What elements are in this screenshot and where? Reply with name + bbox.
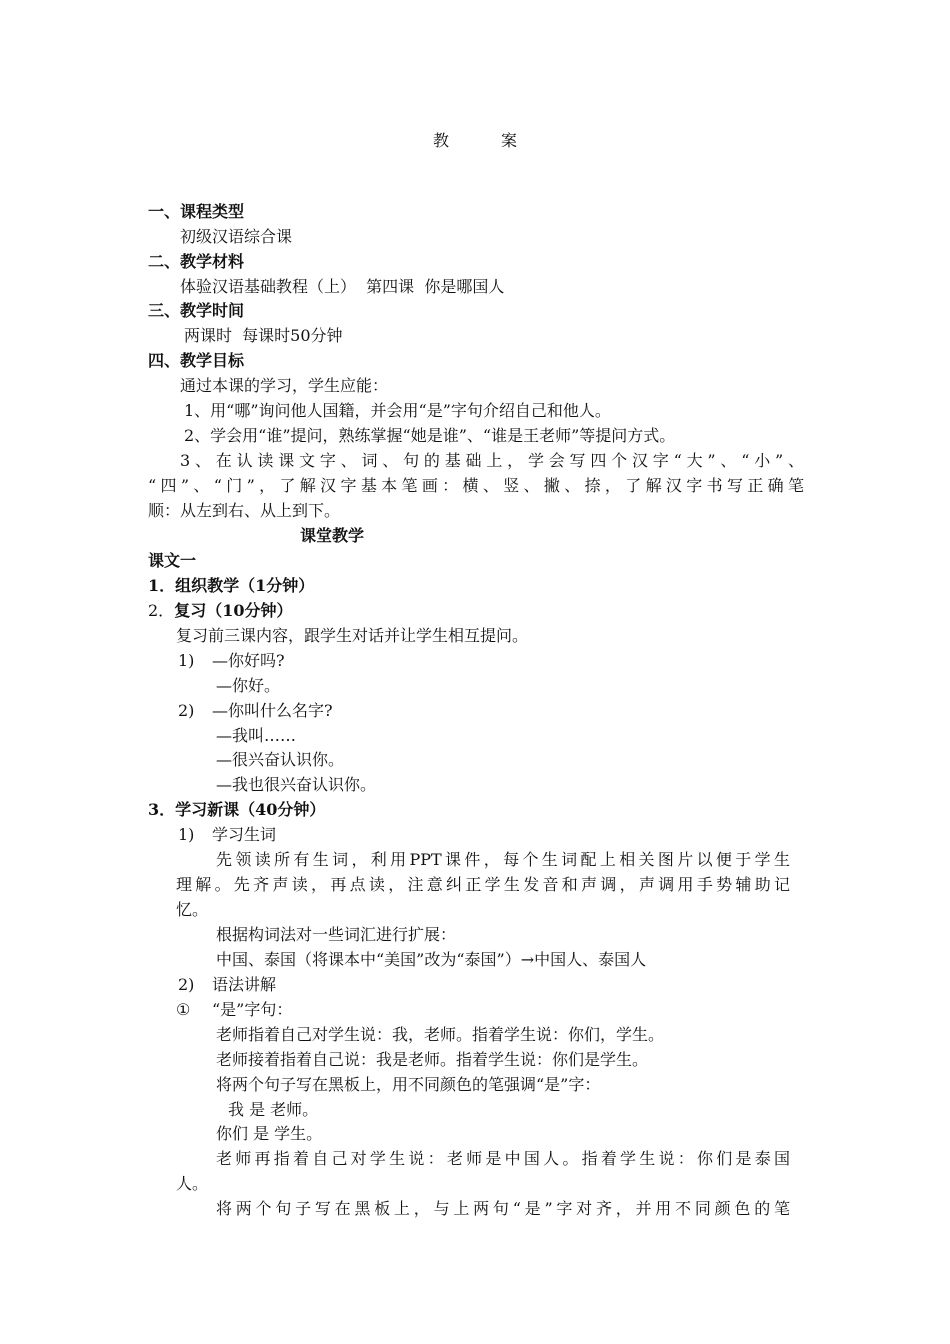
grammar-number: ①	[176, 1000, 191, 1019]
example-sentence: 我 是 老师。	[228, 1100, 319, 1119]
step-heading	[148, 601, 292, 621]
dialog-number: 1)	[178, 651, 195, 670]
section-body: 体验汉语基础教程（上） 第四课 你是哪国人	[180, 277, 505, 296]
goal-item: 2、学会用“谁”提问，熟练掌握“她是谁”、“谁是王老师”等提问方式。	[184, 426, 676, 445]
paragraph-cont: 人。	[176, 1174, 209, 1193]
dialog-line: —我也很兴奋认识你。	[216, 775, 377, 794]
dialog-line: —很兴奋认识你。	[216, 750, 345, 769]
title-char: 教	[432, 131, 449, 150]
goals-intro: 通过本课的学习，学生应能：	[180, 376, 389, 395]
dialog-line: —我叫……	[216, 726, 297, 745]
goal-item-cont: 顺：从左到右、从上到下。	[148, 501, 341, 520]
dialog-line: —你好吗?	[212, 651, 285, 670]
section-body: 初级汉语综合课	[180, 227, 293, 246]
sub-title: 语法讲解	[212, 975, 277, 994]
section-heading: 一、课程类型	[148, 202, 245, 221]
section-heading: 四、教学目标	[148, 351, 245, 370]
sub-title: 学习生词	[212, 825, 277, 844]
paragraph: 老师指着自己对学生说：我，老师。指着学生说：你们，学生。	[216, 1025, 665, 1044]
section-body: 两课时 每课时50分钟	[184, 326, 343, 345]
section-heading: 二、教学材料	[148, 252, 245, 271]
paragraph: 将两个句子写在黑板上，用不同颜色的笔强调“是”字：	[216, 1075, 601, 1094]
lesson-heading: 课文一	[148, 551, 197, 570]
step-heading: 3．学习新课（40分钟）	[148, 800, 326, 819]
doc-title	[0, 128, 950, 151]
title-char: 案	[501, 131, 518, 150]
step-desc: 复习前三课内容，跟学生对话并让学生相互提问。	[176, 626, 529, 645]
goal-item: 1、用“哪”询问他人国籍，并会用“是”字句介绍自己和他人。	[184, 401, 611, 420]
step-heading: 1．组织教学（1分钟）	[148, 576, 315, 595]
dialog-line: —你叫什么名字?	[212, 701, 333, 720]
paragraph: 将两个句子写在黑板上，与上两句“是”字对齐，并用不同颜色的笔	[216, 1199, 790, 1218]
paragraph-cont: 忆。	[176, 900, 209, 919]
paragraph: 中国、泰国（将课本中“美国”改为“泰国”）→中国人、泰国人	[216, 950, 647, 969]
grammar-title: “是”字句：	[212, 1000, 293, 1019]
goal-item: 3、在认读课文字、词、句的基础上，学会写四个汉字“大”、“小”、	[180, 451, 804, 470]
paragraph-cont: 理解。先齐声读，再点读，注意纠正学生发音和声调，声调用手势辅助记	[176, 875, 790, 894]
section-heading: 课堂教学	[300, 526, 365, 545]
section-heading: 三、教学时间	[148, 301, 245, 320]
goal-item-cont: “四”、“门”，了解汉字基本笔画：横、竖、撇、捺，了解汉字书写正确笔	[148, 476, 804, 495]
example-sentence: 你们 是 学生。	[216, 1124, 323, 1143]
sub-number: 1)	[178, 825, 195, 844]
paragraph: 先领读所有生词，利用PPT课件，每个生词配上相关图片以便于学生	[216, 850, 790, 869]
paragraph: 老师接着指着自己说：我是老师。指着学生说：你们是学生。	[216, 1050, 649, 1069]
sub-number: 2)	[178, 975, 195, 994]
paragraph: 根据构词法对一些词汇进行扩展：	[216, 925, 457, 944]
paragraph: 老师再指着自己对学生说：老师是中国人。指着学生说：你们是泰国	[216, 1149, 790, 1168]
dialog-line: —你好。	[216, 676, 281, 695]
dialog-number: 2)	[178, 701, 195, 720]
step-number: 2．	[148, 601, 175, 620]
step-title: 复习（10分钟）	[174, 601, 293, 620]
